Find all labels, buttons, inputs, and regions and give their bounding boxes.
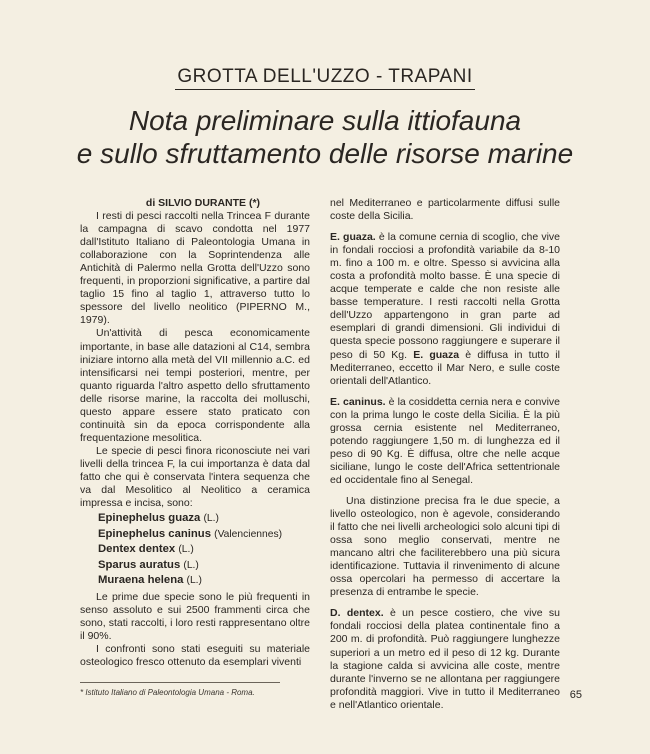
species-label: E. guaza [413, 348, 460, 361]
species-author: (Valenciennes) [214, 528, 283, 540]
species-author: (L.) [183, 559, 199, 571]
article-title-line-2: e sullo sfruttamento delle risorse marine [76, 138, 574, 169]
species-paragraph-dentex [330, 607, 560, 711]
species-name: Epinephelus guaza [98, 512, 201, 525]
species-name: Dentex dentex [98, 543, 176, 556]
species-author: (L.) [178, 544, 194, 556]
article-title [0, 104, 650, 170]
paragraph-text: è diffusa in tutto il Mediterraneo, eccetto il Mar Nero, e sulle coste orientali dell'Atlantico. [330, 348, 560, 387]
paragraph-text: è la cosiddetta cernia nera e convive con la prima lungo le coste della Sicilia. È la più grossa cernia esistente nel Mediterraneo, potendo raggiungere 1,50 m. di lunghezza ed il peso di 90 Kg. È diffusa, oltre che nelle acque siciliane, lungo le coste dell'Africa settentrionale ed occidentale fino al Senegal. [330, 395, 560, 486]
paragraph: Una distinzione precisa fra le due specie, a livello osteologico, non è agevole, considerando il fatto che nei livelli archeologici solo alcuni tipi di ossa sono meglio conservati, mentre ne mancano altri che faciliterebbero una più sicura identificazione. Tuttavia il rinvenimento di alcune ossa opercolari ha permesso di accertare la presenza di entrambe le specie. [330, 494, 560, 599]
species-paragraph-guaza [330, 231, 560, 388]
paragraph: Le prime due specie sono le più frequenti in senso assoluto e sui 2500 frammenti circa che sono, stati raccolti, i loro resti rappresentano oltre il 90%. [80, 590, 310, 642]
page-number: 65 [569, 689, 582, 701]
species-author: (L.) [203, 513, 219, 525]
species-list [80, 511, 310, 589]
species-label: E. caninus. [330, 395, 386, 408]
species-label: D. dentex. [330, 607, 384, 620]
paragraph: I resti di pesci raccolti nella Trincea F durante la campagna di scavo condotta nel 1977 dall'Istituto Italiano di Paleontologia Umana in collaborazione con la Soprintendenza alle Antichità di Palermo nella Grotta dell'Uzzo sono frequenti, in proporzioni significative, a partire dal taglio 15 fino al taglio 1, attraverso tutto lo spessore del livello neolitico (PIPERNO M., 1979). [80, 210, 310, 327]
species-item [80, 542, 310, 558]
footnote-divider [80, 682, 280, 683]
species-name: Epinephelus caninus [98, 527, 211, 540]
paragraph: nel Mediterraneo e particolarmente diffusi sulle coste della Sicilia. [330, 197, 560, 223]
species-name: Muraena helena [98, 574, 184, 587]
species-item [80, 527, 310, 543]
paragraph-text: è un pesce costiero, che vive su fondali rocciosi della platea continentale fino a 200 m. di profondità. Può raggiungere lunghezze superiori a un metro ed il peso di 12 kg. Durante la stagione calda si avvicina alle coste, mentre durante l'inverno se ne allontana per raggiungere profondità maggiori. Vive in tutto il Mediterraneo e nell'Atlantico orientale. [330, 607, 560, 711]
paragraph: I confronti sono stati eseguiti su materiale osteologico fresco ottenuto da esemplari viventi [80, 642, 310, 668]
right-column [330, 197, 560, 712]
species-paragraph-caninus [330, 396, 560, 487]
species-item [80, 558, 310, 574]
footnote: * Istituto Italiano di Paleontologia Umana - Roma. [80, 688, 255, 697]
paragraph: Le specie di pesci finora riconosciute nei vari livelli della trincea F, la cui importanza è data dal fatto che qui è conservata l'intera sequenza che va dal Mesolitico al Neolitico a ceramica impressa e incisa, sono: [80, 444, 310, 510]
paragraph-text: è la comune cernia di scoglio, che vive in fondali rocciosi a profondità variabile da 8-10 m. fino a 100 m. e oltre. Spesso si avvicina alla costa a profondità molto basse. È una specie di acque temperate e calde che non resiste alle basse temperature. I resti raccolti nella Grotta dell'Uzzo appartengono in gran parte ad esemplari di grandi dimensioni. Gli individui di questa specie possono raggiungere e superare il peso di 50 Kg. [330, 231, 560, 361]
left-column [80, 197, 310, 669]
species-author: (L.) [186, 575, 202, 587]
paragraph: Un'attività di pesca economicamente importante, in base alle datazioni al C14, sembra iniziare intorno alla metà del VII millennio a.C. ed intensificarsi nei tempi posteriori, mentre, per quanto riguarda l'altro aspetto dello sfruttamento delle risorse marine, la raccolta dei molluschi, questo appare essere stato praticato con continuità sin da epoca corrispondente alla frequentazione mesolitica. [80, 327, 310, 444]
species-label: E. guaza. [330, 231, 376, 244]
article-title-line-1: Nota preliminare sulla ittiofauna [128, 105, 522, 136]
section-title: GROTTA DELL'UZZO - TRAPANI [175, 66, 474, 90]
species-item [80, 573, 310, 589]
section-header [0, 66, 650, 90]
species-item [80, 511, 310, 527]
species-name: Sparus auratus [98, 558, 181, 571]
author-byline: di SILVIO DURANTE (*) [145, 197, 261, 209]
